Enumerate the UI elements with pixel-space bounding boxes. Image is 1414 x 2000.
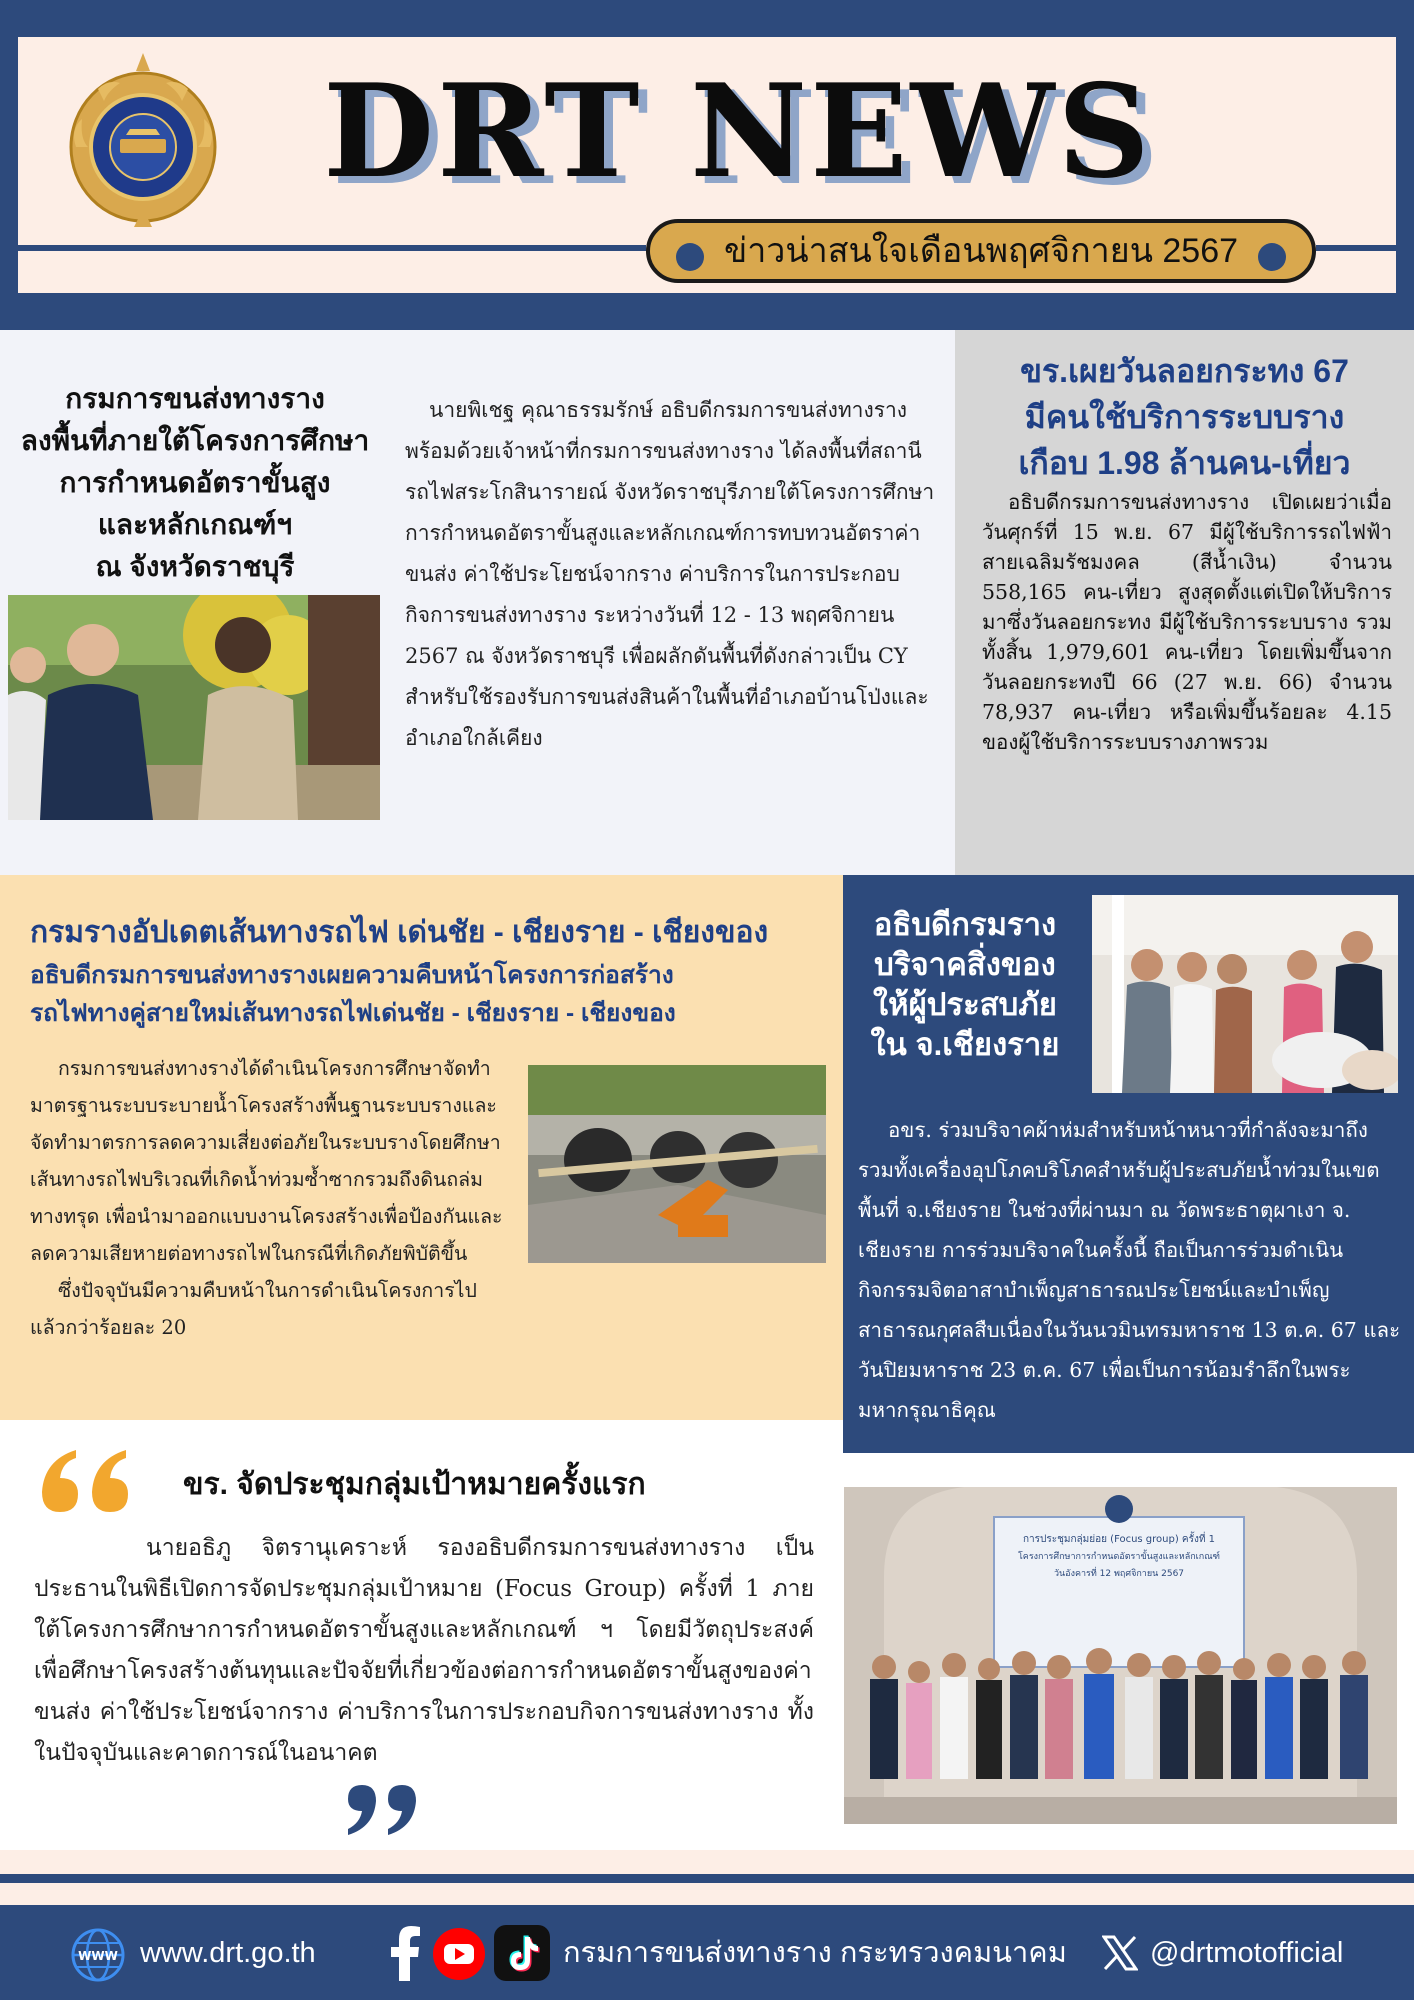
x-icon[interactable]	[1102, 1935, 1138, 1971]
loy-krathong-body: อธิบดีกรมการขนส่งทางราง เปิดเผยว่าเมื่อวันศุกร์ที่ 15 พ.ย. 67 มีผู้ใช้บริการรถไฟฟ้าสายเฉลิมรัชมงคล (สีน้ำเงิน) จำนวน 558,165 คน-เที่ยว สูงสุดตั้งแต่เปิดให้บริการมาซึ่งวันลอยกระทง มีผู้ใช้บริการระบบราง รวมทั้งสิ้น 1,979,601 คน-เที่ยว โดยเพิ่มขึ้นจากวันลอยกระทงปี 66 (27 พ.ย. 66) จำนวน 78,937 คน-เที่ยว หรือเพิ่มขึ้นร้อยละ 4.15 ของผู้ใช้บริการระบบรางภาพรวม	[982, 490, 1392, 754]
subheading-line: รถไฟทางคู่สายใหม่เส้นทางรถไฟเด่นชัย - เชียงราย - เชียงของ	[30, 1000, 676, 1027]
issue-subtitle: ข่าวน่าสนใจเดือนพฤศจิกายน 2567	[723, 232, 1239, 270]
denchai-subheading	[30, 957, 835, 1033]
article-denchai-route	[0, 875, 843, 1420]
subheading-line: อธิบดีกรมการขนส่งทางรางเผยความคืบหน้าโครงการก่อสร้าง	[30, 962, 674, 989]
focus-group-heading: ขร. จัดประชุมกลุ่มเป้าหมายครั้งแรก	[183, 1468, 646, 1501]
heading-line: ใน จ.เชียงราย	[870, 1027, 1060, 1062]
tiktok-icon[interactable]	[494, 1925, 550, 1981]
heading-line: ให้ผู้ประสบภัย	[873, 987, 1057, 1022]
footer-bar	[0, 1905, 1414, 2000]
heading-line: บริจาคสิ่งของ	[874, 947, 1056, 982]
footer-divider-line	[0, 1874, 1414, 1883]
denchai-heading: กรมรางอัปเดตเส้นทางรถไฟ เด่นชัย - เชียงราย - เชียงของ	[30, 916, 769, 949]
footer-agency-name: กรมการขนส่งทางราง กระทรวงคมนาคม	[563, 1937, 1067, 1969]
banner-line: วันอังคารที่ 12 พฤศจิกายน 2567	[1053, 1569, 1185, 1579]
masthead-rule-left	[18, 245, 646, 251]
focus-group-photo-panel	[843, 1453, 1414, 1850]
footer-divider-bottom	[0, 1883, 1414, 1905]
banner-line: การประชุมกลุ่มย่อย (Focus group) ครั้งที่ 1	[1022, 1534, 1216, 1545]
focus-group-body: นายอธิภู จิตรานุเคราะห์ รองอธิบดีกรมการขนส่งทางราง เป็นประธานในพิธีเปิดการจัดประชุมกลุ่มเป้าหมาย (Focus Group) ครั้งที่ 1 ภายใต้โครงการศึกษาการกำหนดอัตราขั้นสูงและหลักเกณฑ์ ฯ โดยมีวัตถุประสงค์เพื่อศึกษาโครงสร้างต้นทุนและปัจจัยที่เกี่ยวข้องต่อการกำหนดอัตราขั้นสูงของค่าขนส่ง ค่าใช้ประโยชน์จากราง ค่าบริการในการประกอบกิจการขนส่งทางราง ทั้งในปัจจุบันและคาดการณ์ในอนาคต	[34, 1535, 814, 1766]
pill-dot-left	[676, 243, 704, 271]
denchai-body	[30, 1050, 510, 1346]
heading-line: และหลักเกณฑ์ฯ	[97, 509, 293, 540]
heading-line: กรมการขนส่งทางราง	[65, 383, 325, 414]
close-quote-icon	[342, 1779, 420, 1839]
article-ratchaburi-heading	[6, 378, 384, 588]
masthead-rule-right	[1316, 245, 1396, 251]
pill-dot-right	[1258, 243, 1286, 271]
heading-line: อธิบดีกรมราง	[873, 907, 1057, 942]
article-ratchaburi-body: นายพิเชฐ คุณาธรรมรักษ์ อธิบดีกรมการขนส่งทางราง พร้อมด้วยเจ้าหน้าที่กรมการขนส่งทางราง ได้ลงพื้นที่สถานีรถไฟสระโกสินารายณ์ จังหวัดราชบุรีภายใต้โครงการศึกษาการกำหนดอัตราขั้นสูงและหลักเกณฑ์การทบทวนอัตราค่าขนส่ง ค่าใช้ประโยชน์จากราง ค่าบริการในการประกอบกิจการขนส่งทางราง ระหว่างวันที่ 12 - 13 พฤศจิกายน 2567 ณ จังหวัดราชบุรี เพื่อผลักดันพื้นที่ดังกล่าวเป็น CY สำหรับใช้รองรับการขนส่งสินค้าในพื้นที่อำเภอบ้านโป่งและอำเภอใกล้เคียง	[405, 398, 935, 750]
footer-website-link[interactable]: www.drt.go.th	[140, 1937, 316, 1969]
tunnel-construction-photo	[528, 1065, 826, 1263]
donation-body: อขร. ร่วมบริจาคผ้าห่มสำหรับหน้าหนาวที่กำลังจะมาถึง รวมทั้งเครื่องอุปโภคบริโภคสำหรับผู้ประสบภัยน้ำท่วมในเขตพื้นที่ จ.เชียงราย ในช่วงที่ผ่านมา ณ วัดพระธาตุผาเงา จ. เชียงราย การร่วมบริจาคในครั้งนี้ ถือเป็นการร่วมดำเนินกิจกรรมจิตอาสาบำเพ็ญสาธารณประโยชน์และบำเพ็ญสาธารณกุศลสืบเนื่องในวันนวมินทรมหาราช 13 ต.ค. 67 และวันปิยมหาราช 23 ต.ค. 67 เพื่อเป็นการน้อมรำลึกในพระมหากรุณาธิคุณ	[858, 1118, 1401, 1422]
globe-icon[interactable]	[70, 1927, 126, 1983]
banner-line: โครงการศึกษาการกำหนดอัตราขั้นสูงและหลักเกณฑ์	[1017, 1552, 1221, 1562]
heading-line: เกือบ 1.98 ล้านคน-เที่ยว	[1018, 445, 1351, 481]
loy-krathong-sidebar	[955, 330, 1414, 875]
footer-social-handle[interactable]: @drtmotofficial	[1150, 1937, 1344, 1969]
loy-krathong-heading	[955, 348, 1414, 486]
youtube-icon[interactable]	[432, 1927, 486, 1981]
heading-line: การกำหนดอัตราขั้นสูง	[59, 467, 331, 498]
masthead-title: DRT NEWS	[323, 57, 1153, 207]
article-ratchaburi	[0, 330, 955, 875]
donation-heading	[849, 905, 1081, 1065]
open-quote-icon	[36, 1440, 131, 1520]
donation-sidebar	[843, 875, 1414, 1453]
article-focus-group	[0, 1420, 843, 1850]
heading-line: ขร.เผยวันลอยกระทง 67	[1020, 353, 1349, 389]
heading-line: ณ จังหวัดราชบุรี	[95, 551, 295, 582]
denchai-paragraph-2: ซึ่งปัจจุบันมีความคืบหน้าในการดำเนินโครงการไปแล้วกว่าร้อยละ 20	[30, 1279, 477, 1339]
footer-divider-top	[0, 1850, 1414, 1874]
donation-photo	[1092, 895, 1398, 1093]
issue-subtitle-pill	[646, 219, 1316, 283]
heading-line: ลงพื้นที่ภายใต้โครงการศึกษา	[20, 425, 370, 456]
masthead-panel	[18, 37, 1396, 293]
site-visit-photo	[8, 595, 380, 820]
heading-line: มีคนใช้บริการระบบราง	[1024, 399, 1345, 435]
masthead-band	[0, 0, 1414, 330]
drt-emblem-icon	[68, 49, 218, 234]
denchai-paragraph-1: กรมการขนส่งทางรางได้ดำเนินโครงการศึกษาจัดทำมาตรฐานระบบระบายน้ำโครงสร้างพื้นฐานระบบรางและจัดทำมาตรการลดความเสี่ยงต่อภัยในระบบรางโดยศึกษาเส้นทางรถไฟบริเวณที่เกิดน้ำท่วมซ้ำซากรวมถึงดินถล่ม ทางทรุด เพื่อนำมาออกแบบงานโครงสร้างเพื่อป้องกันและลดความเสียหายต่อทางรถไฟในกรณีที่เกิดภัยพิบัติขึ้น	[30, 1057, 503, 1265]
facebook-icon[interactable]	[390, 1925, 420, 1981]
svg-text:WWW: WWW	[78, 1949, 118, 1963]
focus-group-photo	[844, 1487, 1397, 1824]
